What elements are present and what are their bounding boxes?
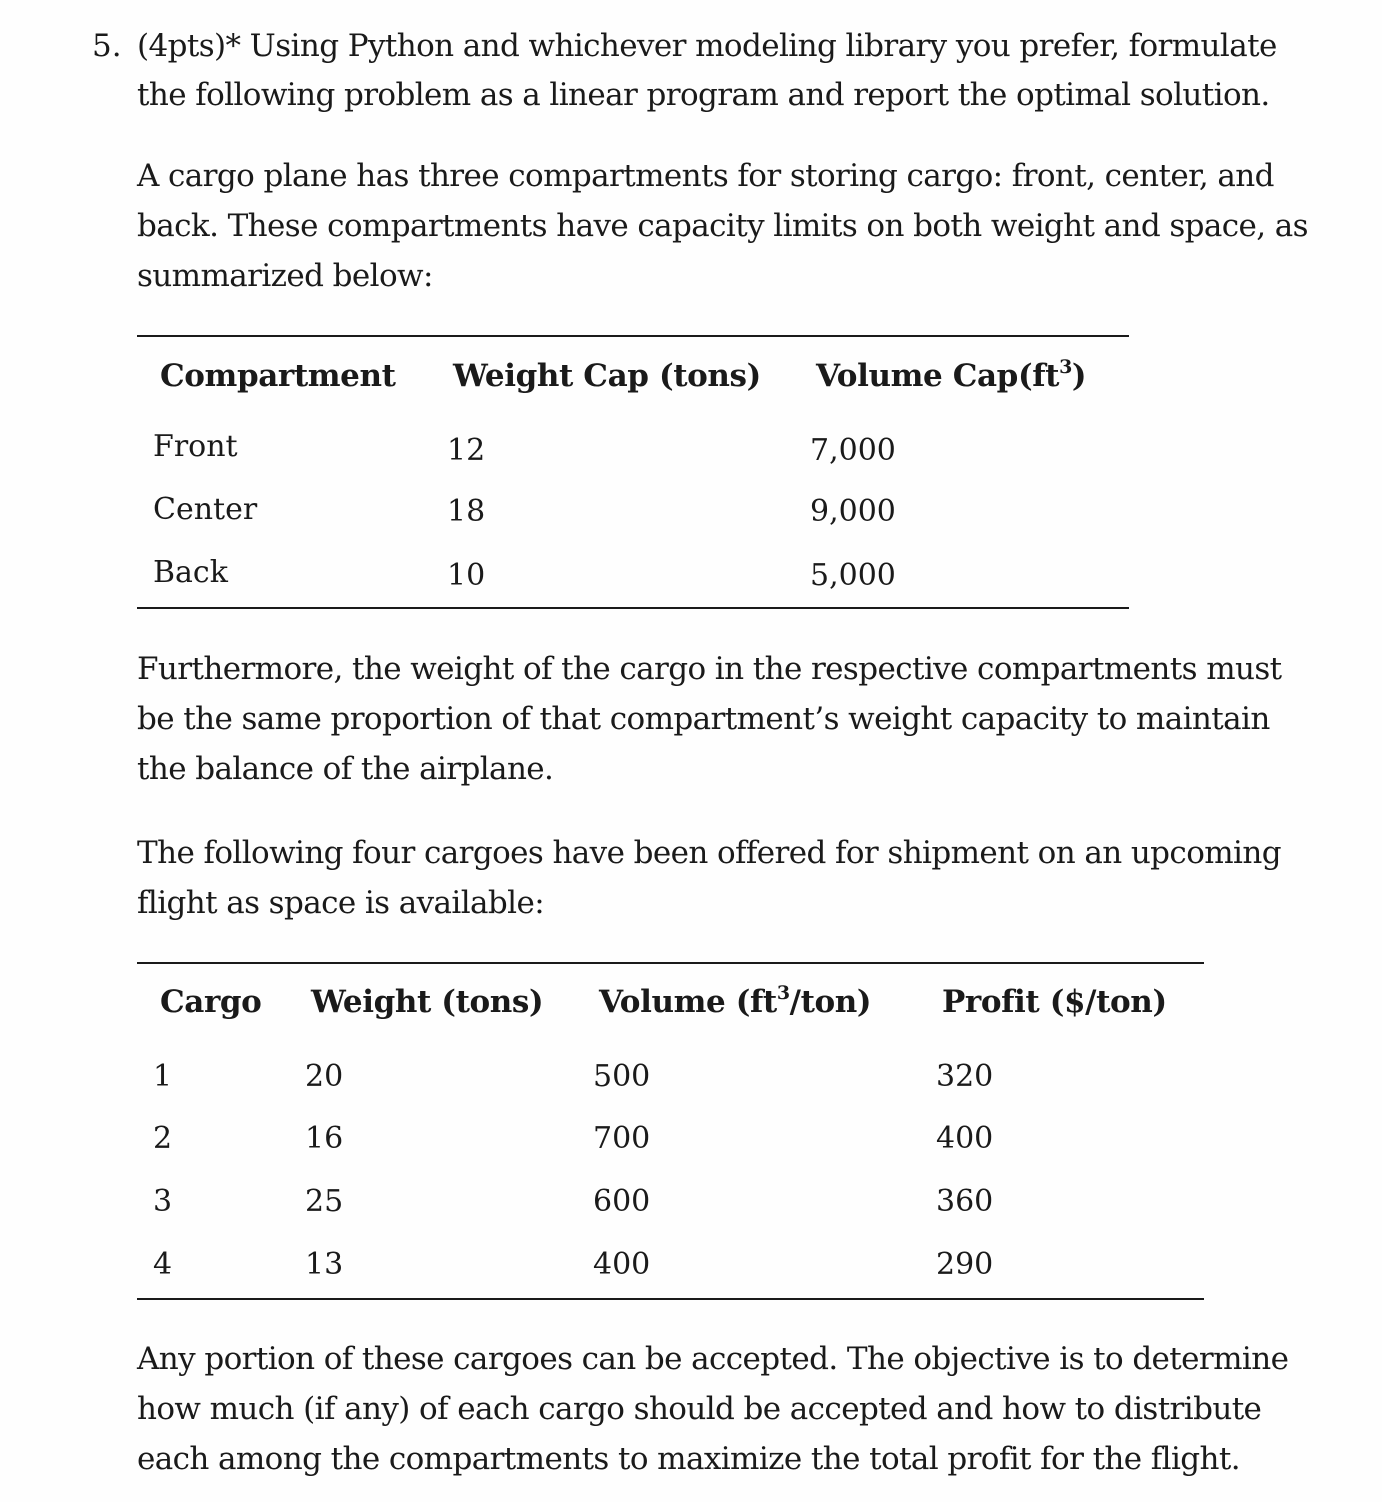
table-cell-profit: 360 [936, 1184, 994, 1219]
table-cell-weight: 13 [305, 1247, 344, 1282]
header-volume [599, 984, 871, 1020]
table-cell-volume: 500 [593, 1059, 651, 1094]
paragraph-cargoes: The following four cargoes have been offered for shipment on an upcoming flight as space is available: [137, 835, 1281, 921]
paragraph-compartments: A cargo plane has three compartments for storing cargo: front, center, and back. These compartments have capacity limits on both weight and space, as summarized below: [137, 158, 1308, 294]
table-cell-name: Center [153, 492, 258, 527]
table-bottom-rule [137, 1298, 1204, 1300]
table-cell-weight: 20 [305, 1059, 344, 1094]
table-cell-volume: 9,000 [810, 494, 896, 529]
table-cell-volume: 400 [593, 1247, 651, 1282]
question-number: 5. [92, 28, 122, 64]
table-cell-volume: 5,000 [810, 558, 896, 593]
header-volume-cap-sup: 3 [1059, 356, 1072, 378]
table-cell-name: Front [153, 429, 238, 464]
table-cell-weight: 18 [447, 494, 486, 529]
header-cargo: Cargo [160, 984, 262, 1020]
table-cell-cargo: 2 [153, 1121, 173, 1156]
header-volume-sup: 3 [776, 982, 790, 1004]
table-cell-weight: 16 [305, 1121, 344, 1156]
header-weight-cap: Weight Cap (tons) [453, 358, 761, 394]
table-top-rule [137, 962, 1204, 964]
table-cell-profit: 320 [936, 1059, 994, 1094]
question-intro: (4pts)* Using Python and whichever modeling library you prefer, formulate the following problem as a linear program and report the optimal solution. [137, 28, 1277, 113]
header-compartment: Compartment [160, 358, 396, 394]
table-cell-name: Back [153, 555, 228, 590]
table-cell-profit: 400 [936, 1121, 994, 1156]
table-cell-weight: 25 [305, 1184, 344, 1219]
paragraph-balance: Furthermore, the weight of the cargo in the respective compartments must be the same proportion of that compartment’s weight capacity to maintain the balance of the airplane. [137, 651, 1282, 787]
header-volume-text: Volume (ft [599, 984, 777, 1020]
table-cell-cargo: 3 [153, 1184, 173, 1219]
header-volume-cap [816, 358, 1086, 394]
table-top-rule [137, 335, 1129, 337]
header-volume-cap-text: Volume Cap(ft [816, 358, 1060, 394]
table-cell-volume: 7,000 [810, 433, 896, 468]
table-cell-cargo: 1 [153, 1059, 173, 1094]
table-cell-weight: 12 [447, 433, 486, 468]
table-cell-profit: 290 [936, 1247, 994, 1282]
paragraph-objective: Any portion of these cargoes can be accepted. The objective is to determine how much (if any) of each cargo should be accepted and how to distribute each among the compartments to maximize the total profit for the flight. [137, 1341, 1289, 1477]
header-volume-unit: /ton) [789, 984, 872, 1020]
table-cell-weight: 10 [447, 558, 486, 593]
table-cell-volume: 700 [593, 1121, 651, 1156]
table-cell-cargo: 4 [153, 1247, 173, 1282]
header-profit: Profit ($/ton) [942, 984, 1167, 1020]
table-cell-volume: 600 [593, 1184, 651, 1219]
table-bottom-rule [137, 607, 1129, 609]
header-weight: Weight (tons) [311, 984, 544, 1020]
header-volume-cap-close: ) [1071, 358, 1087, 394]
